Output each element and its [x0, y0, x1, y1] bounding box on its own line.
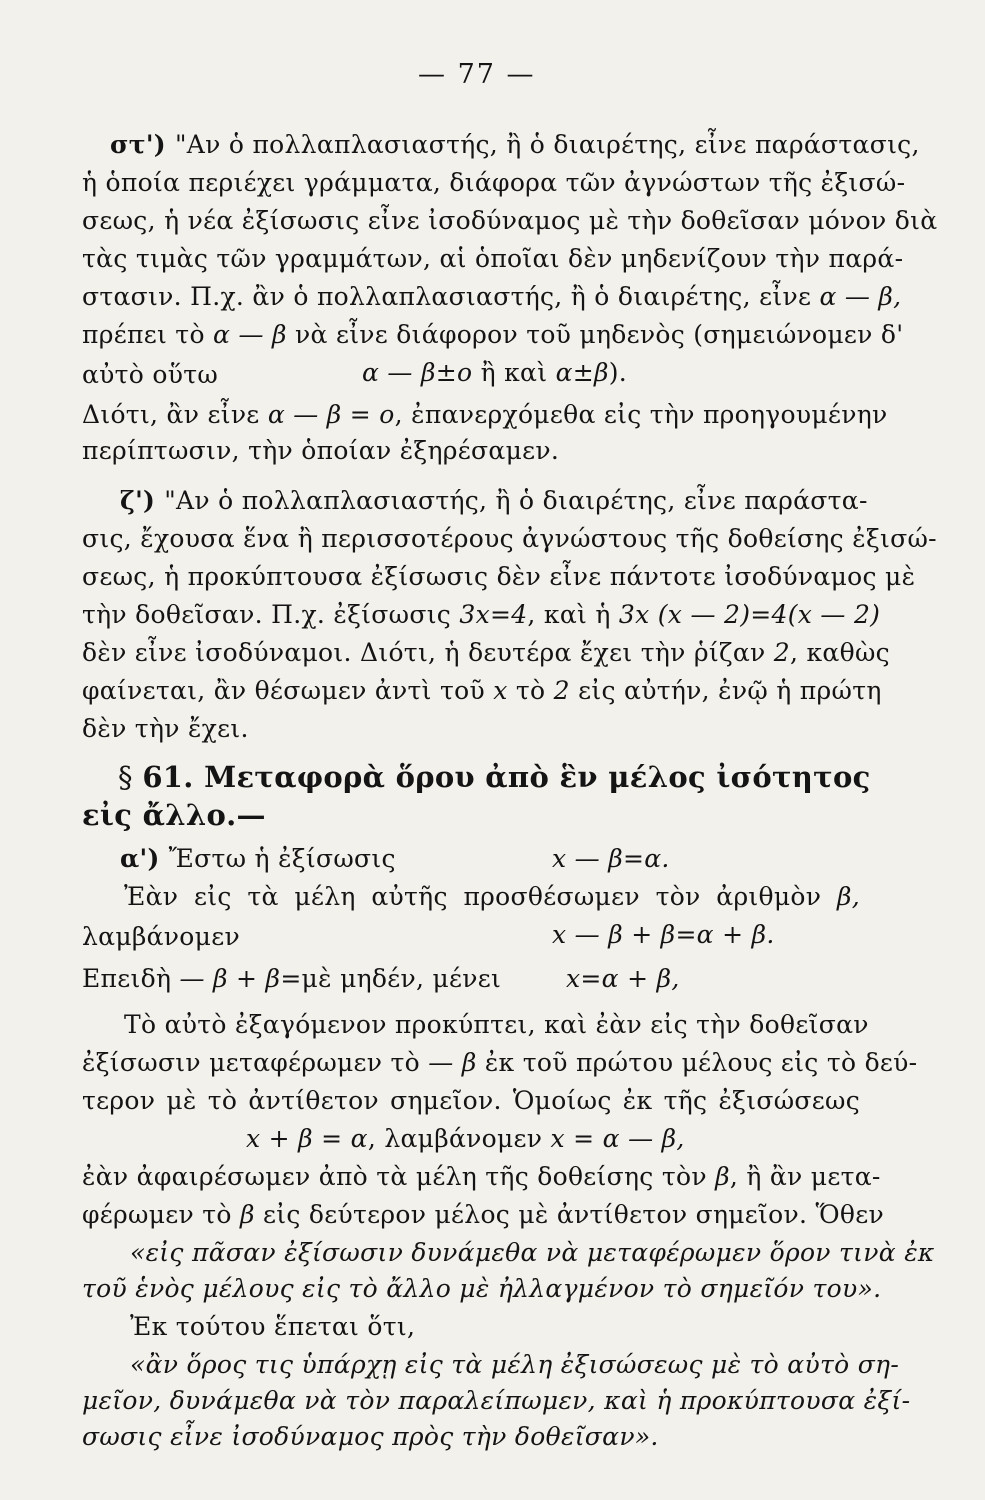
text-run: λαμβάνομεν [82, 922, 240, 951]
text-run: αὐτὸ οὕτω [82, 360, 219, 389]
text-run: ἐὰν ἀφαιρέσωμεν ἀπὸ τὰ μέλη τῆς δοθείσης τὸν [82, 1162, 716, 1191]
text-line [120, 484, 868, 518]
text-run: , καὶ ἡ [527, 600, 619, 629]
text-run: , ἢ ἂν μετα- [729, 1162, 881, 1191]
text-run: , καθὼς [790, 638, 890, 667]
italic-run: «ἂν ὅρος τις ὑπάρχῃ εἰς τὰ μέλη ἐξισώσεως μὲ τὸ αὐτὸ ση- [130, 1350, 900, 1379]
text-run: ἡ ὁποία περιέχει γράμματα, διάφορα τῶν ἀγνώστων τῆς ἐξισώ- [82, 168, 906, 197]
text-line [82, 204, 938, 238]
text-line [82, 166, 906, 200]
rule-quote [130, 1348, 900, 1382]
text-run: στασιν. Π.χ. ἂν ὁ πολλαπλασιαστής, ἢ ὁ διαιρέτης, εἶνε [82, 282, 820, 311]
text-run: δὲν εἶνε ἰσοδύναμοι. Διότι, ἡ δευτέρα ἔχει τὴν ῥίζαν [82, 638, 774, 667]
section-heading [118, 760, 871, 794]
text-line [82, 560, 916, 594]
text-run: , ἐπανερχόμεθα εἰς τὴν προηγουμένην [394, 400, 888, 429]
math-expression [246, 1122, 685, 1156]
text-run: Ἐὰν εἰς τὰ μέλη αὐτῆς προσθέσωμεν τὸν ἀριθμὸν [124, 882, 837, 911]
text-run: περίπτωσιν, τὴν ὁποίαν ἐξηρέσαμεν. [82, 436, 560, 465]
text-line [82, 1046, 918, 1080]
text-line [110, 128, 920, 162]
text-run: ἐξίσωσιν μεταφέρωμεν τὸ [82, 1048, 429, 1077]
text-run: , λαμβάνομεν [367, 1124, 551, 1153]
text-line [82, 920, 240, 954]
text-run: τὴν δοθεῖσαν. Π.χ. ἐξίσωσις [82, 600, 460, 629]
text-run: τὰς τιμὰς τῶν γραμμάτων, αἱ ὁποῖαι δὲν μηδενίζουν τὴν παρά- [82, 244, 904, 273]
text-run: ). [608, 358, 628, 387]
text-line [82, 636, 890, 670]
section-heading-cont [82, 798, 266, 832]
text-line [82, 598, 881, 632]
text-line [82, 434, 559, 468]
math-expression [362, 356, 627, 390]
italic-run: x — β + β=α + β. [552, 920, 775, 949]
italic-run: x = α — β, [550, 1124, 685, 1153]
italic-run: β [240, 1200, 255, 1229]
text-line [82, 522, 937, 556]
rule-quote [82, 1420, 659, 1454]
text-run: Ἔστω ἡ ἐξίσωσις [168, 844, 396, 873]
italic-run: μεῖον, δυνάμεθα νὰ τὸν παραλείπωμεν, καὶ ἡ προκύπτουσα ἐξί- [82, 1386, 911, 1415]
italic-run: x — β=α. [552, 844, 670, 873]
text-run: =μὲ μηδέν, μένει [280, 964, 502, 993]
bold-run: εἰς ἄλλο.— [82, 798, 266, 832]
text-run: πρέπει τὸ [82, 320, 214, 349]
text-line [82, 962, 501, 996]
bold-run: ζ') [120, 486, 165, 515]
italic-run: 3x=4 [459, 600, 528, 629]
rule-quote [82, 1384, 911, 1418]
italic-run: — β [428, 1048, 477, 1077]
text-run: Διότι, ἂν εἶνε [82, 400, 268, 429]
text-run: νὰ εἶνε διάφορον τοῦ μηδενὸς (σημειώνομεν δ' [286, 320, 904, 349]
text-line [82, 1084, 860, 1118]
text-run: ἢ καὶ [472, 358, 556, 387]
text-line [82, 280, 902, 314]
text-line [82, 1160, 881, 1194]
text-run: φαίνεται, ἂν θέσωμεν ἀντὶ τοῦ [82, 676, 494, 705]
text-line [130, 1310, 415, 1344]
bold-run: α') [120, 844, 169, 873]
text-run: σεως, ἡ νέα ἐξίσωσις εἶνε ἰσοδύναμος μὲ τὴν δοθεῖσαν μόνον διὰ [82, 206, 938, 235]
italic-run: x=α + β, [566, 964, 680, 993]
text-run: δὲν τὴν ἔχει. [82, 714, 249, 743]
text-run: ἐκ τοῦ πρώτου μέλους εἰς τὸ δεύ- [476, 1048, 918, 1077]
text-run: εἰς αὐτήν, ἐνῷ ἡ πρώτη [569, 676, 882, 705]
italic-run: «εἰς πᾶσαν ἐξίσωσιν δυνάμεθα νὰ μεταφέρωμεν ὅρον τινὰ ἐκ [130, 1238, 935, 1267]
page-number: — 77 — [418, 59, 536, 90]
text-run: τερον μὲ τὸ ἀντίθετον σημεῖον. Ὁμοίως ἐκ τῆς ἐξισώσεως [82, 1086, 860, 1115]
math-expression [566, 962, 680, 996]
italic-run: α±β [555, 358, 609, 387]
text-line [82, 358, 218, 392]
text-run: σεως, ἡ προκύπτουσα ἐξίσωσις δὲν εἶνε πάντοτε ἰσοδύναμος μὲ [82, 562, 916, 591]
italic-run: x [493, 676, 508, 705]
italic-run: 2 [773, 638, 790, 667]
bold-run: 61. Μεταφορὰ ὅρου ἀπὸ ἓν μέλος ἰσότητος [142, 760, 871, 794]
text-run: Επειδὴ [82, 964, 180, 993]
rule-quote [130, 1236, 935, 1270]
italic-run: — β + β [179, 964, 281, 993]
italic-run: α — β±ο [362, 358, 473, 387]
italic-run: α — β = ο [267, 400, 395, 429]
text-run: σις, ἔχουσα ἕνα ἢ περισσοτέρους ἀγνώστους τῆς δοθείσης ἐξισώ- [82, 524, 937, 553]
italic-run: α — β [213, 320, 287, 349]
text-line [124, 1008, 869, 1042]
italic-run: β [715, 1162, 730, 1191]
text-run: "Αν ὁ πολλαπλασιαστής, ἢ ὁ διαιρέτης, εἶνε παράστασις, [174, 130, 920, 159]
italic-run: σωσις εἶνε ἰσοδύναμος πρὸς τὴν δοθεῖσαν». [82, 1422, 659, 1451]
text-run: φέρωμεν τὸ [82, 1200, 241, 1229]
text-run: εἰς δεύτερον μέλος μὲ ἀντίθετον σημεῖον. Ὅθεν [254, 1200, 884, 1229]
text-line [120, 842, 396, 876]
text-run: Τὸ αὐτὸ ἐξαγόμενον προκύπτει, καὶ ἐὰν εἰς τὴν δοθεῖσαν [124, 1010, 869, 1039]
text-line [82, 318, 904, 352]
math-expression [552, 918, 775, 952]
italic-run: 3x (x — 2)=4(x — 2) [618, 600, 881, 629]
text-line [124, 880, 860, 914]
text-run: τὸ [507, 676, 554, 705]
text-run: Ἐκ τούτου ἕπεται ὅτι, [130, 1312, 416, 1341]
rule-quote [82, 1272, 881, 1306]
italic-run: 2 [553, 676, 570, 705]
text-line [82, 1198, 884, 1232]
text-line [82, 712, 249, 746]
bold-run: στ') [110, 130, 175, 159]
math-expression [552, 842, 670, 876]
text-line [82, 398, 888, 432]
italic-run: β, [837, 882, 860, 911]
text-line [82, 674, 882, 708]
text-run: § [118, 760, 143, 794]
italic-run: α — β, [819, 282, 902, 311]
italic-run: x + β = α [246, 1124, 368, 1153]
text-line [82, 242, 904, 276]
italic-run: τοῦ ἑνὸς μέλους εἰς τὸ ἄλλο μὲ ἠλλαγμένον τὸ σημεῖόν του». [82, 1274, 882, 1303]
text-run: "Αν ὁ πολλαπλασιαστής, ἢ ὁ διαιρέτης, εἶνε παράστα- [164, 486, 868, 515]
